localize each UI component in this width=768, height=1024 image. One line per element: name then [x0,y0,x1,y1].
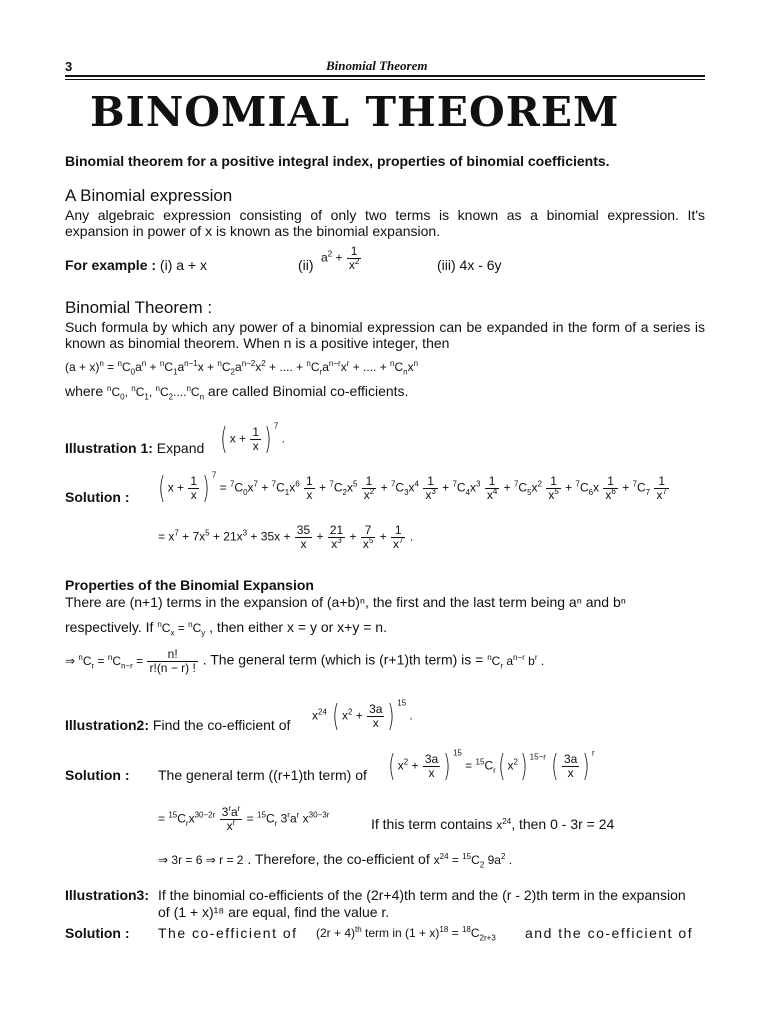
properties-line-2: respectively. If $^nC_x = ^nC_y$ , then either x = y or x+y = n. [65,619,387,638]
solution-2-conclusion: ⇒ 3r = 6 ⇒ r = 2 . Therefore, the co-efficient of $x^{24} = ^{15}C_2$ $9a^2$ . [158,851,513,870]
example-2-formula: $a^2$ + $\frac{1}{x^2}$ [321,244,360,272]
illustration-1-expression: ( x + $\frac{1}{x}$ ) $^7$ . [220,421,285,457]
example-1: (i) a + x [159,257,207,273]
general-term-line: ⇒ $^nC_r = ^nC_{n-r}$ = $\frac{n!}{r!(n - r) !}$ . The general term (which is (r+1)th term) is = $^nC_r$ $a^{n-r}$ $b^r$ . [65,647,545,675]
coefficients-line: where $^nC_0$, $^nC_1$, $^nC_2....^nC_n$ are called Binomial co-efficients. [65,383,409,402]
solution-2-condition: If this term contains $x^{24}$, then 0 - 3r = 24 [371,816,615,832]
intro-text: Binomial theorem for a positive integral index, properties of binomial coefficients. [65,153,610,169]
section-body-binomial-theorem: Such formula by which any power of a binomial expression can be expanded in the form of a series is known as binomial theorem. When n is a positive integer, then [65,319,705,351]
example-3: (iii) 4x - 6y [437,257,502,273]
header-rule-thin [65,79,705,80]
solution-1-label: Solution : [65,489,130,505]
condition-text: If this term contains [371,816,493,832]
example-label: For example : [65,257,157,273]
properties-line-2a: respectively. If [65,619,154,635]
properties-line-1: There are (n+1) terms in the expansion of (a+b)ⁿ, the first and the last term being aⁿ and bⁿ [65,594,626,610]
solution-2-text: The general term ((r+1)th term) of [158,767,367,783]
therefore-text: . Therefore, the co-efficient of [247,851,430,867]
page-number: 3 [65,59,73,74]
solution-3-formula: $(2r + 4)^{th}$ term in $(1 + x)^{18} = ^{18}C_{2r+3}$ [316,925,496,943]
illustration-1 [65,440,204,456]
illustration-3-label: Illustration3: [65,887,150,903]
illustration-2 [65,717,290,733]
illustration-3-line-1: If the binomial co-efficients of the (2r+4)th term and the (r - 2)th term in the expansion [158,887,686,903]
properties-heading: Properties of the Binomial Expansion [65,577,314,593]
solution-2-simplify: = $^{15}C_rx^{30-2r}$ $\frac{3^ra^r}{x^r}$ = $^{15}C_r$ $3^ra^r$ $x^{30-3r}$ [158,804,330,833]
running-title: Binomial Theorem [326,58,428,73]
solution-1-expansion: ( x + $\frac{1}{x}$ ) $^7 = ^7C_0x^7 + ^7C_1x^6$ $\frac{1}{x}$ + $^7C_2x^5$ $\frac{1}{x^2}$ + $^7C_3x^4$ $\frac{1}{x^3}$ + $^7C_4x^3$ $\frac{1}{x^4}$ + $^7C_5x^2$ $\frac{1}{x^5}$ + $^7C_6x$ $\frac{1}{x^6}$ + $^7C_7$ $\frac{1}{x^7}$ [158,470,667,506]
section-heading-binomial-theorem: Binomial Theorem : [65,298,213,317]
binomial-theorem-formula: $(a + x)^n = ^nC_0a^n + ^nC_1a^{n-1}x + ^nC_2a^{n-2}x^2$ + .... + $^nC_ra^{n-r}x^r$ + .... + $^nC_nx^n$ [65,359,419,377]
solution-3-label: Solution : [65,925,130,941]
example-line [65,257,207,273]
solution-3-text-a: The co-efficient of [158,925,298,941]
where-suffix: are called Binomial co-efficients. [207,383,409,399]
solution-1-result: = $x^7 + 7x^5 + 21x^3 + 35x$ + $\frac{35}{x}$ + $\frac{21}{x^3}$ + $\frac{7}{x^5}$ + $\frac{1}{x^7}$ . [158,523,414,551]
solution-3-text-b: and the co-efficient of [525,925,694,941]
section-heading-binomial-expression: A Binomial expression [65,186,233,205]
solution-2-label: Solution : [65,767,130,783]
header-rule [65,75,705,77]
illustration-2-label: Illustration2: [65,717,150,733]
illustration-1-text: Expand [156,440,205,456]
general-term-text: . The general term (which is (r+1)th term) is = [202,651,484,668]
page-title: BINOMIAL THEOREM [90,88,620,136]
illustration-3-line-2: of (1 + x)¹⁸ are equal, find the value r. [158,904,390,920]
section-body-binomial-expression: Any algebraic expression consisting of only two terms is known as a binomial expression. It's expansion in power of x is known as the binomial expansion. [65,207,705,239]
illustration-2-text: Find the co-efficient of [152,717,291,733]
properties-line-2b: , then either x = y or x+y = n. [209,619,387,635]
example-2-label: (ii) [298,257,314,273]
illustration-2-expression: $x^{24}$ ( $x^2$ + $\frac{3a}{x}$ ) $^{15}$ . [312,698,413,734]
condition-text-2: , then 0 - 3r = 24 [511,816,615,832]
solution-2-general-term: ( $x^2$ + $\frac{3a}{x}$ ) $^{15} = ^{15}C_r$( $x^2$) $^{15-r}$ ( $\frac{3a}{x}$ ) $^r$ [388,748,595,784]
where-prefix: where [65,383,104,399]
illustration-1-label: Illustration 1: [65,440,153,456]
